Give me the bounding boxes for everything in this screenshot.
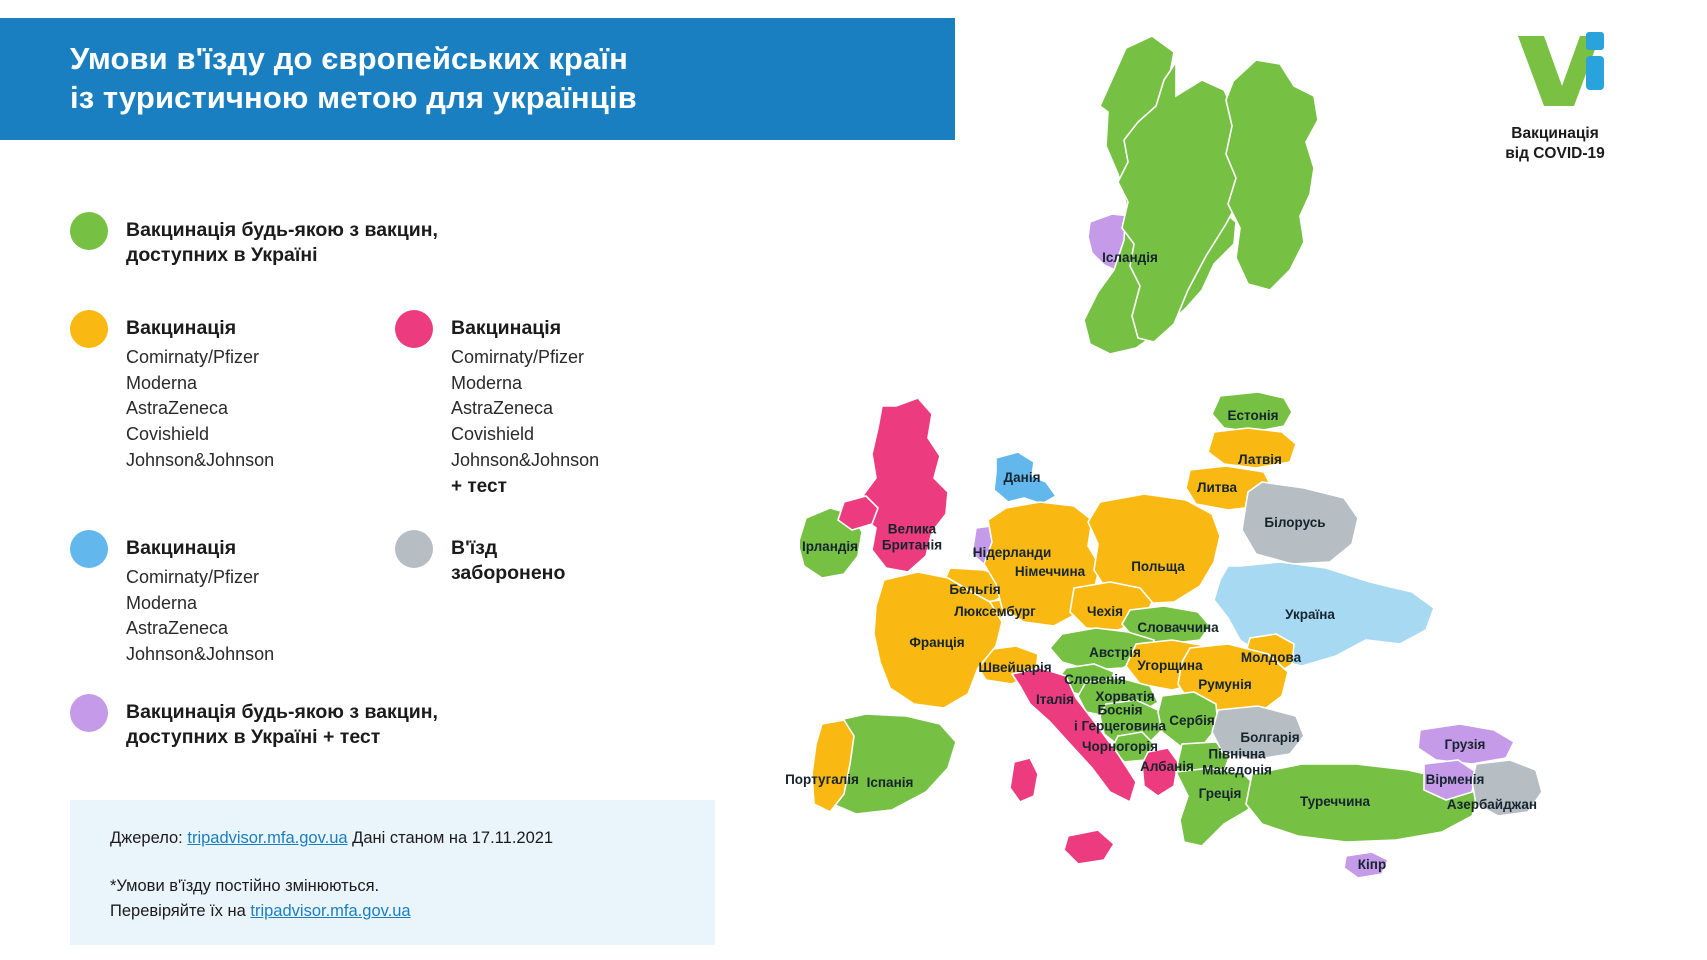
legend-color-dot-yellow <box>70 310 108 348</box>
map-label-switzerland: Швейцарія <box>978 660 1052 676</box>
legend-blue-vaccines <box>126 565 274 667</box>
map-label-ireland: Ірландія <box>801 539 859 555</box>
map-label-belgium: Бельгія <box>949 582 1001 598</box>
europe-map <box>785 10 1700 955</box>
map-label-georgia: Грузія <box>1444 737 1486 753</box>
source-note-line-1: *Умови в'їзду постійно змінюються. <box>110 876 380 895</box>
map-label-luxembourg: Люксембург <box>954 604 1036 620</box>
legend-yellow-vaccine-2: AstraZeneca <box>126 398 229 419</box>
map-region-estonia <box>1212 392 1292 432</box>
map-label-great-britain: Велика Британія <box>881 521 943 552</box>
map-label-slovakia: Словаччина <box>1137 620 1219 636</box>
legend-item-purple <box>70 694 438 751</box>
map-label-portugal: Португалія <box>785 772 859 788</box>
map-label-latvia: Латвія <box>1238 452 1282 468</box>
legend-color-dot-gray <box>395 530 433 568</box>
legend-color-dot-pink <box>395 310 433 348</box>
legend-yellow-heading: Вакцинація <box>126 317 237 339</box>
map-label-belarus: Білорусь <box>1264 515 1326 531</box>
map-label-north-macedonia: Північна Македонія <box>1202 746 1272 777</box>
map-label-romania: Румунія <box>1198 677 1252 693</box>
legend-gray-heading-2: заборонено <box>451 562 566 585</box>
map-label-turkey: Туреччина <box>1299 794 1371 810</box>
source-line <box>110 826 685 852</box>
logo-caption-line-1: Вакцинація <box>1511 125 1599 142</box>
legend-purple-heading-2: доступних в Україні + тест <box>126 726 381 749</box>
legend-item-pink <box>395 310 599 498</box>
map-label-norway: Норвегія <box>1015 330 1075 346</box>
map-label-denmark: Данія <box>1003 470 1041 486</box>
map-region-sicily <box>1064 830 1114 864</box>
map-region-denmark <box>994 452 1056 504</box>
map-label-italy: Італія <box>1035 692 1075 708</box>
source-note-line-2 <box>110 899 685 925</box>
legend-green-heading-1: Вакцинація будь-якою з вакцин, <box>126 219 438 241</box>
map-region-serbia <box>1158 692 1218 746</box>
legend-item-green <box>70 212 438 269</box>
legend-pink-vaccines <box>451 345 599 473</box>
map-label-finland: Фінляндія <box>1220 308 1290 324</box>
map-label-montenegro: Чорногорія <box>1082 739 1158 755</box>
legend-item-blue <box>70 530 274 668</box>
map-region-great-britain <box>860 398 948 572</box>
map-label-serbia: Сербія <box>1169 713 1215 729</box>
legend-pink-vaccine-2: AstraZeneca <box>451 398 554 419</box>
legend-pink-vaccine-0: Comirnaty/Pfizer <box>451 347 585 368</box>
legend-pink-vaccine-4: Johnson&Johnson <box>451 449 600 470</box>
page-title-line-2: із туристичною метою для українців <box>70 80 637 115</box>
legend-yellow-vaccine-4: Johnson&Johnson <box>126 449 275 470</box>
map-label-bulgaria: Болгарія <box>1240 730 1300 746</box>
legend-yellow-vaccine-3: Covishield <box>126 423 210 444</box>
map-label-azerbaijan: Азербайджан <box>1446 797 1538 813</box>
legend-blue-vaccine-1: Moderna <box>126 592 198 613</box>
legend-blue-heading: Вакцинація <box>126 537 237 559</box>
legend-blue-vaccine-2: AstraZeneca <box>126 618 229 639</box>
legend-green-heading-2: доступних в Україні <box>126 244 318 267</box>
map-region-greece <box>1176 768 1258 846</box>
legend-color-dot-green <box>70 212 108 250</box>
map-label-estonia: Естонія <box>1227 408 1279 424</box>
legend-gray-heading-1: В'їзд <box>451 537 498 559</box>
map-label-lithuania: Литва <box>1196 480 1238 496</box>
map-region-finland <box>1226 60 1318 290</box>
map-label-armenia: Вірменія <box>1425 772 1485 788</box>
source-date: Дані станом на 17.11.2021 <box>347 829 554 847</box>
legend-pink-vaccine-1: Moderna <box>451 372 523 393</box>
map-region-azerbaijan <box>1472 760 1542 816</box>
map-svg <box>800 10 1700 955</box>
map-label-austria: Австрія <box>1089 645 1141 661</box>
source-link-secondary[interactable]: tripadvisor.mfa.gov.ua <box>250 902 411 921</box>
map-region-bulgaria <box>1212 706 1304 760</box>
map-label-germany: Німеччина <box>1014 564 1086 580</box>
legend-color-dot-blue <box>70 530 108 568</box>
map-label-spain: Іспанія <box>866 775 914 791</box>
legend-item-gray <box>395 530 565 587</box>
map-label-iceland: Ісландія <box>1102 250 1158 266</box>
source-note <box>110 874 685 925</box>
map-region-georgia <box>1418 724 1514 764</box>
legend-yellow-vaccine-0: Comirnaty/Pfizer <box>126 347 260 368</box>
source-box <box>70 800 715 945</box>
source-link-primary[interactable]: tripadvisor.mfa.gov.ua <box>187 829 348 847</box>
map-label-moldova: Молдова <box>1240 650 1302 666</box>
legend-pink-plus-test: + тест <box>451 476 507 498</box>
legend-yellow-vaccine-1: Moderna <box>126 372 198 393</box>
map-region-armenia <box>1424 760 1476 800</box>
source-note-prefix: Перевіряйте їх на <box>110 902 251 921</box>
map-region-latvia <box>1208 428 1296 468</box>
map-label-croatia: Хорватія <box>1095 689 1155 705</box>
map-label-greece: Греція <box>1198 786 1242 802</box>
legend-blue-vaccine-3: Johnson&Johnson <box>126 643 275 664</box>
map-region-belarus <box>1242 482 1358 564</box>
map-region-cyprus <box>1344 852 1388 878</box>
map-label-hungary: Угорщина <box>1137 658 1203 674</box>
legend-purple-heading-1: Вакцинація будь-якою з вакцин, <box>126 701 438 723</box>
legend-pink-vaccine-3: Covishield <box>451 423 535 444</box>
map-label-poland: Польща <box>1131 559 1185 575</box>
page-title <box>0 40 637 118</box>
page-title-line-1: Умови в'їзду до європейських країн <box>70 41 628 77</box>
map-label-czechia: Чехія <box>1087 604 1123 620</box>
map-label-netherlands: Нідерланди <box>972 545 1052 561</box>
map-label-ukraine: Україна <box>1285 607 1335 623</box>
map-label-albania: Албанія <box>1140 759 1194 775</box>
legend-blue-vaccine-0: Comirnaty/Pfizer <box>126 567 260 588</box>
map-label-bosnia: Боснія і Герцеговина <box>1074 702 1166 733</box>
map-label-cyprus: Кіпр <box>1357 857 1387 873</box>
map-label-slovenia: Словенія <box>1064 672 1126 688</box>
map-region-albania <box>1142 748 1178 796</box>
logo-caption-line-2: від COVID-19 <box>1505 145 1605 163</box>
legend-color-dot-purple <box>70 694 108 732</box>
source-prefix: Джерело: <box>110 829 188 847</box>
legend-yellow-vaccines <box>126 345 274 473</box>
map-label-france: Франція <box>909 635 965 651</box>
legend-pink-heading: Вакцинація <box>451 317 562 339</box>
map-region-sardinia <box>1010 758 1038 802</box>
legend-item-yellow <box>70 310 274 473</box>
map-label-sweden: Швеція <box>1085 379 1135 395</box>
